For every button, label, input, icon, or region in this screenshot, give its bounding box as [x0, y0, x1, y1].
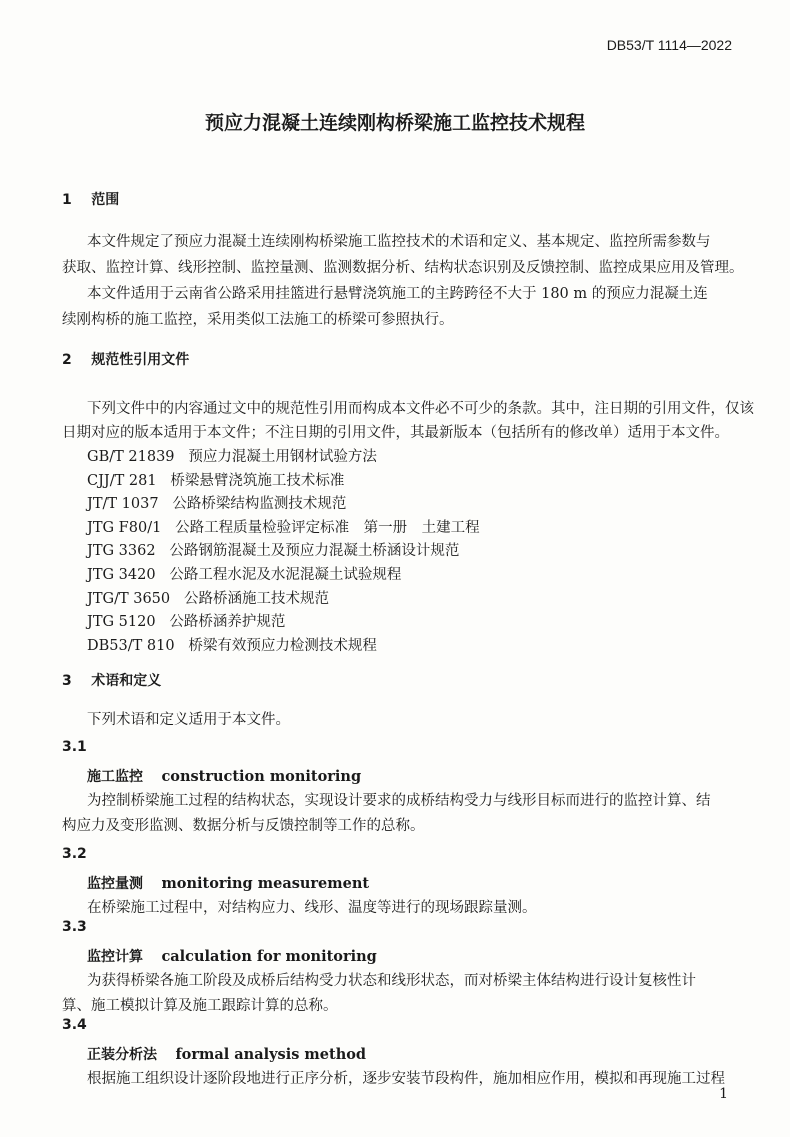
term-definition-line: 构应力及变形监测、数据分析与反馈控制等工作的总称。	[62, 817, 425, 834]
section-3-heading: 3 术语和定义	[62, 673, 162, 689]
term-number: 3.3	[62, 919, 87, 935]
paragraph-line: 本文件规定了预应力混凝土连续刚构桥梁施工监控技术的术语和定义、基本规定、监控所需参数与	[87, 234, 711, 250]
reference-code: DB53/T 810	[87, 637, 175, 654]
reference-item	[87, 590, 329, 608]
page-number: 1	[719, 1086, 728, 1102]
reference-code: JTG F80/1	[87, 519, 162, 536]
reference-item	[87, 613, 285, 631]
term-definition-line: 为控制桥梁施工过程的结构状态，实现设计要求的成桥结构受力与线形目标而进行的监控计算、结	[87, 793, 711, 809]
term-heading: 监控计算 calculation for monitoring	[87, 948, 377, 965]
reference-item	[87, 472, 344, 490]
reference-code: JTG 3420	[87, 567, 156, 583]
term-definition-line: 为获得桥梁各施工阶段及成桥后结构受力状态和线形状态，而对桥梁主体结构进行设计复核性计	[87, 973, 696, 989]
reference-title: 桥梁悬臂浇筑施工技术标准	[170, 472, 345, 489]
reference-code: JTG 3362	[87, 543, 156, 560]
section-2-heading: 2 规范性引用文件	[62, 352, 190, 368]
term-heading: 正装分析法 formal analysis method	[87, 1046, 367, 1063]
page-title: 预应力混凝土连续刚构桥梁施工监控技术规程	[204, 112, 585, 134]
reference-item	[87, 519, 480, 537]
reference-title: 公路桥涵养护规范	[169, 614, 286, 631]
paragraph-line: 续刚构桥的施工监控，采用类似工法施工的桥梁可参照执行。	[62, 312, 454, 328]
reference-title: 公路工程水泥及水泥混凝土试验规程	[169, 567, 402, 583]
term-definition-line: 算、施工模拟计算及施工跟踪计算的总称。	[62, 997, 338, 1014]
reference-item	[87, 448, 377, 466]
reference-code: GB/T 21839	[87, 449, 175, 465]
reference-code: JTG 5120	[87, 614, 156, 631]
reference-item	[87, 637, 377, 655]
term-heading: 施工监控 construction monitoring	[87, 768, 362, 785]
paragraph-line: 下列文件中的内容通过文中的规范性引用而构成本文件必不可少的条款。其中，注日期的引用文件，仅该	[87, 401, 754, 417]
term-definition-line: 在桥梁施工过程中，对结构应力、线形、温度等进行的现场跟踪量测。	[87, 900, 537, 916]
reference-item	[87, 566, 401, 584]
reference-title: 桥梁有效预应力检测技术规程	[188, 637, 377, 654]
document-number: DB53/T 1114—2022	[606, 37, 732, 53]
reference-title: 公路桥涵施工技术规范	[183, 590, 329, 607]
term-number: 3.4	[62, 1017, 87, 1033]
paragraph-line: 日期对应的版本适用于本文件；不注日期的引用文件，其最新版本（包括所有的修改单）适用于本文件。	[62, 425, 729, 441]
paragraph-line: 获取、监控计算、线形控制、监控量测、监测数据分析、结构状态识别及反馈控制、监控成果应用及管理。	[62, 260, 744, 276]
reference-code: CJJ/T 281	[87, 472, 157, 489]
term-definition-line: 根据施工组织设计逐阶段地进行正序分析，逐步安装节段构件，施加相应作用，模拟和再现施工过程	[87, 1071, 725, 1087]
reference-title: 预应力混凝土用钢材试验方法	[188, 449, 377, 465]
reference-item	[87, 542, 459, 560]
reference-code: JT/T 1037	[87, 496, 159, 513]
reference-item	[87, 495, 346, 513]
reference-code: JTG/T 3650	[87, 590, 171, 607]
term-heading: 监控量测 monitoring measurement	[87, 875, 370, 892]
term-number: 3.1	[62, 739, 87, 755]
paragraph-line: 本文件适用于云南省公路采用挂篮进行悬臂浇筑施工的主跨跨径不大于 180 m 的预应力混凝土连	[87, 286, 708, 302]
term-number: 3.2	[62, 846, 87, 862]
reference-title: 公路工程质量检验评定标准 第一册 土建工程	[175, 519, 480, 536]
reference-title: 公路桥梁结构监测技术规范	[172, 496, 347, 513]
paragraph-line: 下列术语和定义适用于本文件。	[87, 712, 290, 728]
reference-title: 公路钢筋混凝土及预应力混凝土桥涵设计规范	[169, 543, 460, 560]
section-1-heading: 1 范围	[62, 192, 120, 208]
